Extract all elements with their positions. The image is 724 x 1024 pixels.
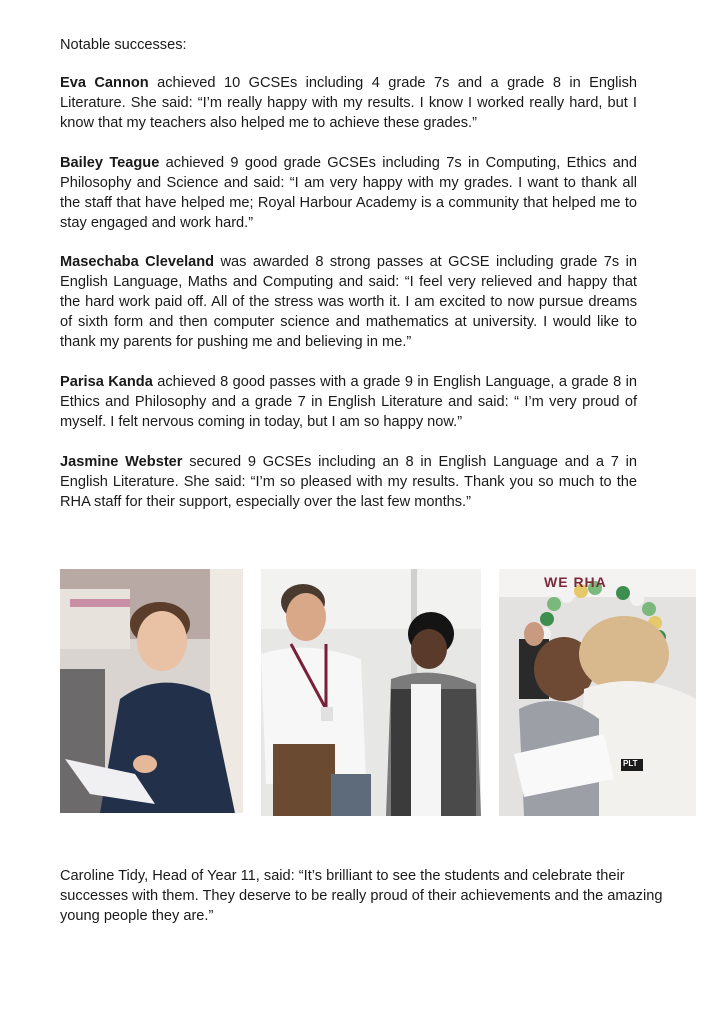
photo-student-reading-results-image [60,569,243,813]
entry-eva-cannon [60,73,637,133]
entry-text: achieved 8 good passes with a grade 9 in English Language, a grade 8 in Ethics and Philosophy and a grade 7 in English Literature and said: “ I’m very proud of myself. I felt nervous coming in today, but I am so happy now.” [60,374,637,430]
photo-student-reading-results [60,569,243,813]
section-heading: Notable successes: [60,37,187,53]
student-name: Jasmine Webster [60,454,183,470]
banner-text: WE RHA [544,574,607,590]
student-name: Parisa Kanda [60,374,153,390]
entry-masechaba-cleveland [60,252,637,352]
closing-quote: Caroline Tidy, Head of Year 11, said: “It’s brilliant to see the students and celebrate their successes with them. They deserve to be really proud of their achievements and the amazing young people they are.” [60,868,663,924]
student-name: Eva Cannon [60,75,149,91]
entry-bailey-teague [60,153,637,233]
photo-teacher-and-student [261,569,481,816]
entry-jasmine-webster [60,452,637,512]
entry-text: was awarded 8 strong passes at GCSE including grade 7s in English Language, Maths and Computing and said: “I feel very relieved and happy that the hard work paid off. All of the stress was worth it. I am excited to now pursue dreams of sixth form and then computer science and mathematics at university. I would like to thank my parents for pushing me and believing in me.” [60,254,637,350]
entry-text: achieved 9 good grade GCSEs including 7s in Computing, Ethics and Philosophy and Science and said: “I am very happy with my grades. I want to thank all the staff that have helped me; Royal Harbour Academy is a community that helped me to stay engaged and work hard.” [60,155,637,231]
student-name: Masechaba Cleveland [60,254,215,270]
photo-student-celebrating-image [499,569,696,816]
entry-parisa-kanda [60,372,637,432]
entry-text: achieved 10 GCSEs including 4 grade 7s and a grade 8 in English Literature. She said: “I’m really happy with my results. I know I worked really hard, but I know that my teachers also helped me to achieve these grades.” [60,75,637,131]
student-name: Bailey Teague [60,155,160,171]
photo-student-celebrating [499,569,696,816]
shirt-logo-text: PLT [623,759,638,768]
photo-teacher-and-student-image [261,569,481,816]
entry-text: secured 9 GCSEs including an 8 in English Language and a 7 in English Literature. She said: “I’m so pleased with my results. Thank you so much to the RHA staff for their support, especially over the last few months.” [60,454,638,510]
